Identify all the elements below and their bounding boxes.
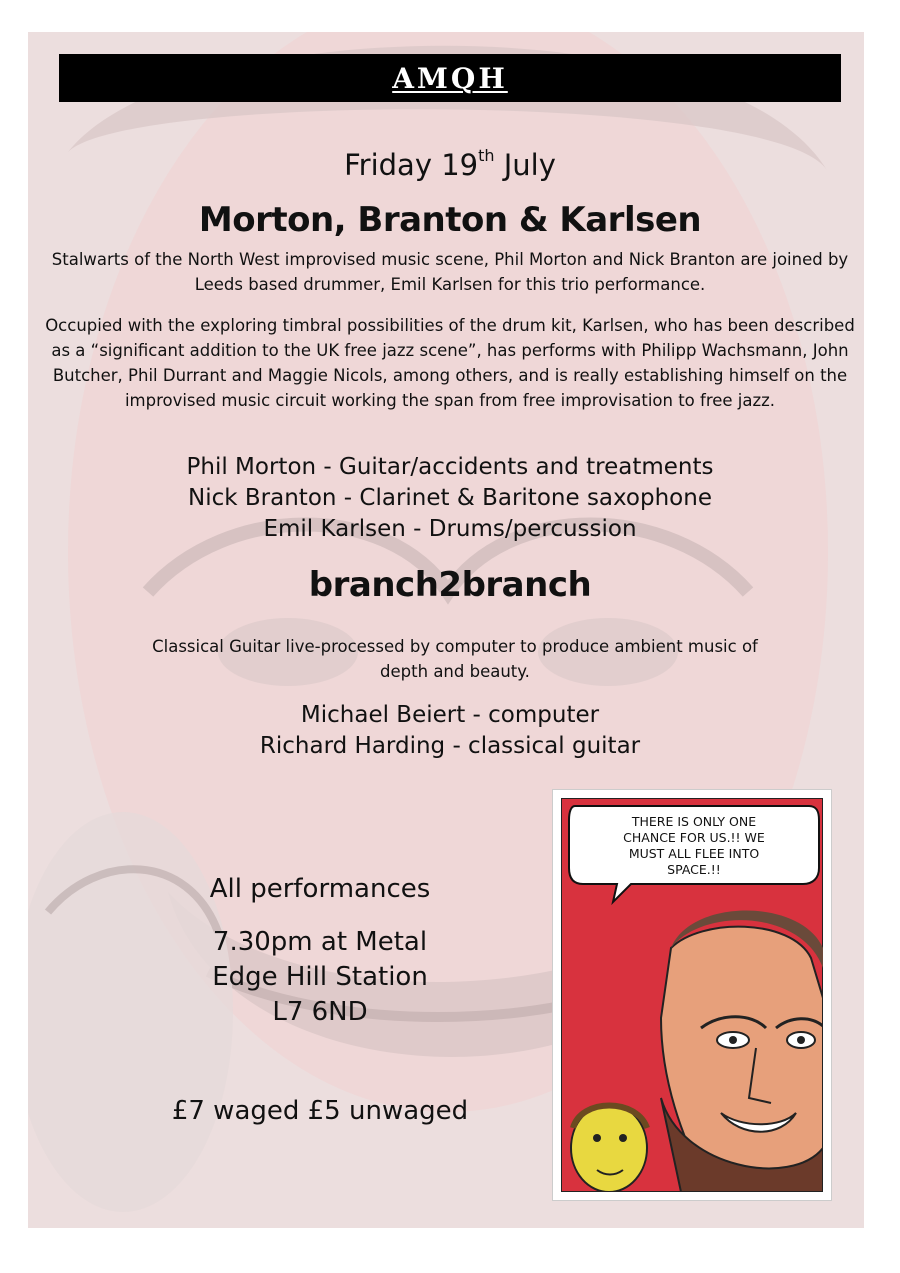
speech-line: SPACE.!! bbox=[667, 862, 721, 877]
act1-intro: Stalwarts of the North West improvised music scene, Phil Morton and Nick Branton are joined by Leeds based drummer, Emil Karlsen for this trio performance. bbox=[51, 250, 849, 294]
act2-lineup bbox=[40, 700, 860, 762]
act2-description: Classical Guitar live-processed by computer to produce ambient music of depth and beauty. bbox=[152, 637, 758, 681]
comic-illustration bbox=[561, 798, 823, 1192]
act1-title: Morton, Branton & Karlsen bbox=[198, 200, 702, 240]
header-banner bbox=[59, 54, 841, 102]
lineup-item: Nick Branton - Clarinet & Baritone saxophone bbox=[188, 485, 712, 511]
date-month: July bbox=[503, 148, 556, 182]
lineup-item: Richard Harding - classical guitar bbox=[259, 733, 641, 759]
lineup-item: Emil Karlsen - Drums/percussion bbox=[263, 516, 637, 542]
all-performances: All performances bbox=[209, 874, 431, 904]
lineup-item: Phil Morton - Guitar/accidents and treatments bbox=[186, 454, 714, 480]
comic-panel bbox=[553, 790, 831, 1200]
act1-lineup bbox=[40, 452, 860, 545]
venue-postcode: L7 6ND bbox=[272, 997, 368, 1027]
event-date bbox=[40, 148, 860, 182]
act2-title: branch2branch bbox=[308, 565, 592, 605]
header-title: AMQH bbox=[392, 61, 508, 95]
venue-details bbox=[180, 925, 460, 1030]
venue-time: 7.30pm at Metal bbox=[212, 927, 428, 957]
act1-description: Occupied with the exploring timbral possibilities of the drum kit, Karlsen, who has been described as a “significant addition to the UK free jazz scene”, has performs with Philipp Wachsmann, John Butcher, Phil Durrant and Maggie Nicols, among others, and is really establishing himself on the improvised music circuit working the span from free improvisation to free jazz. bbox=[45, 316, 855, 410]
date-ordinal: th bbox=[478, 146, 495, 165]
lineup-item: Michael Beiert - computer bbox=[300, 702, 600, 728]
speech-line: CHANCE FOR US.!! WE bbox=[623, 830, 765, 845]
venue-location: Edge Hill Station bbox=[212, 962, 428, 992]
date-day: Friday 19 bbox=[344, 148, 479, 182]
ticket-price: £7 waged £5 unwaged bbox=[171, 1096, 469, 1126]
speech-line: THERE IS ONLY ONE bbox=[631, 814, 757, 829]
speech-line: MUST ALL FLEE INTO bbox=[628, 846, 760, 861]
